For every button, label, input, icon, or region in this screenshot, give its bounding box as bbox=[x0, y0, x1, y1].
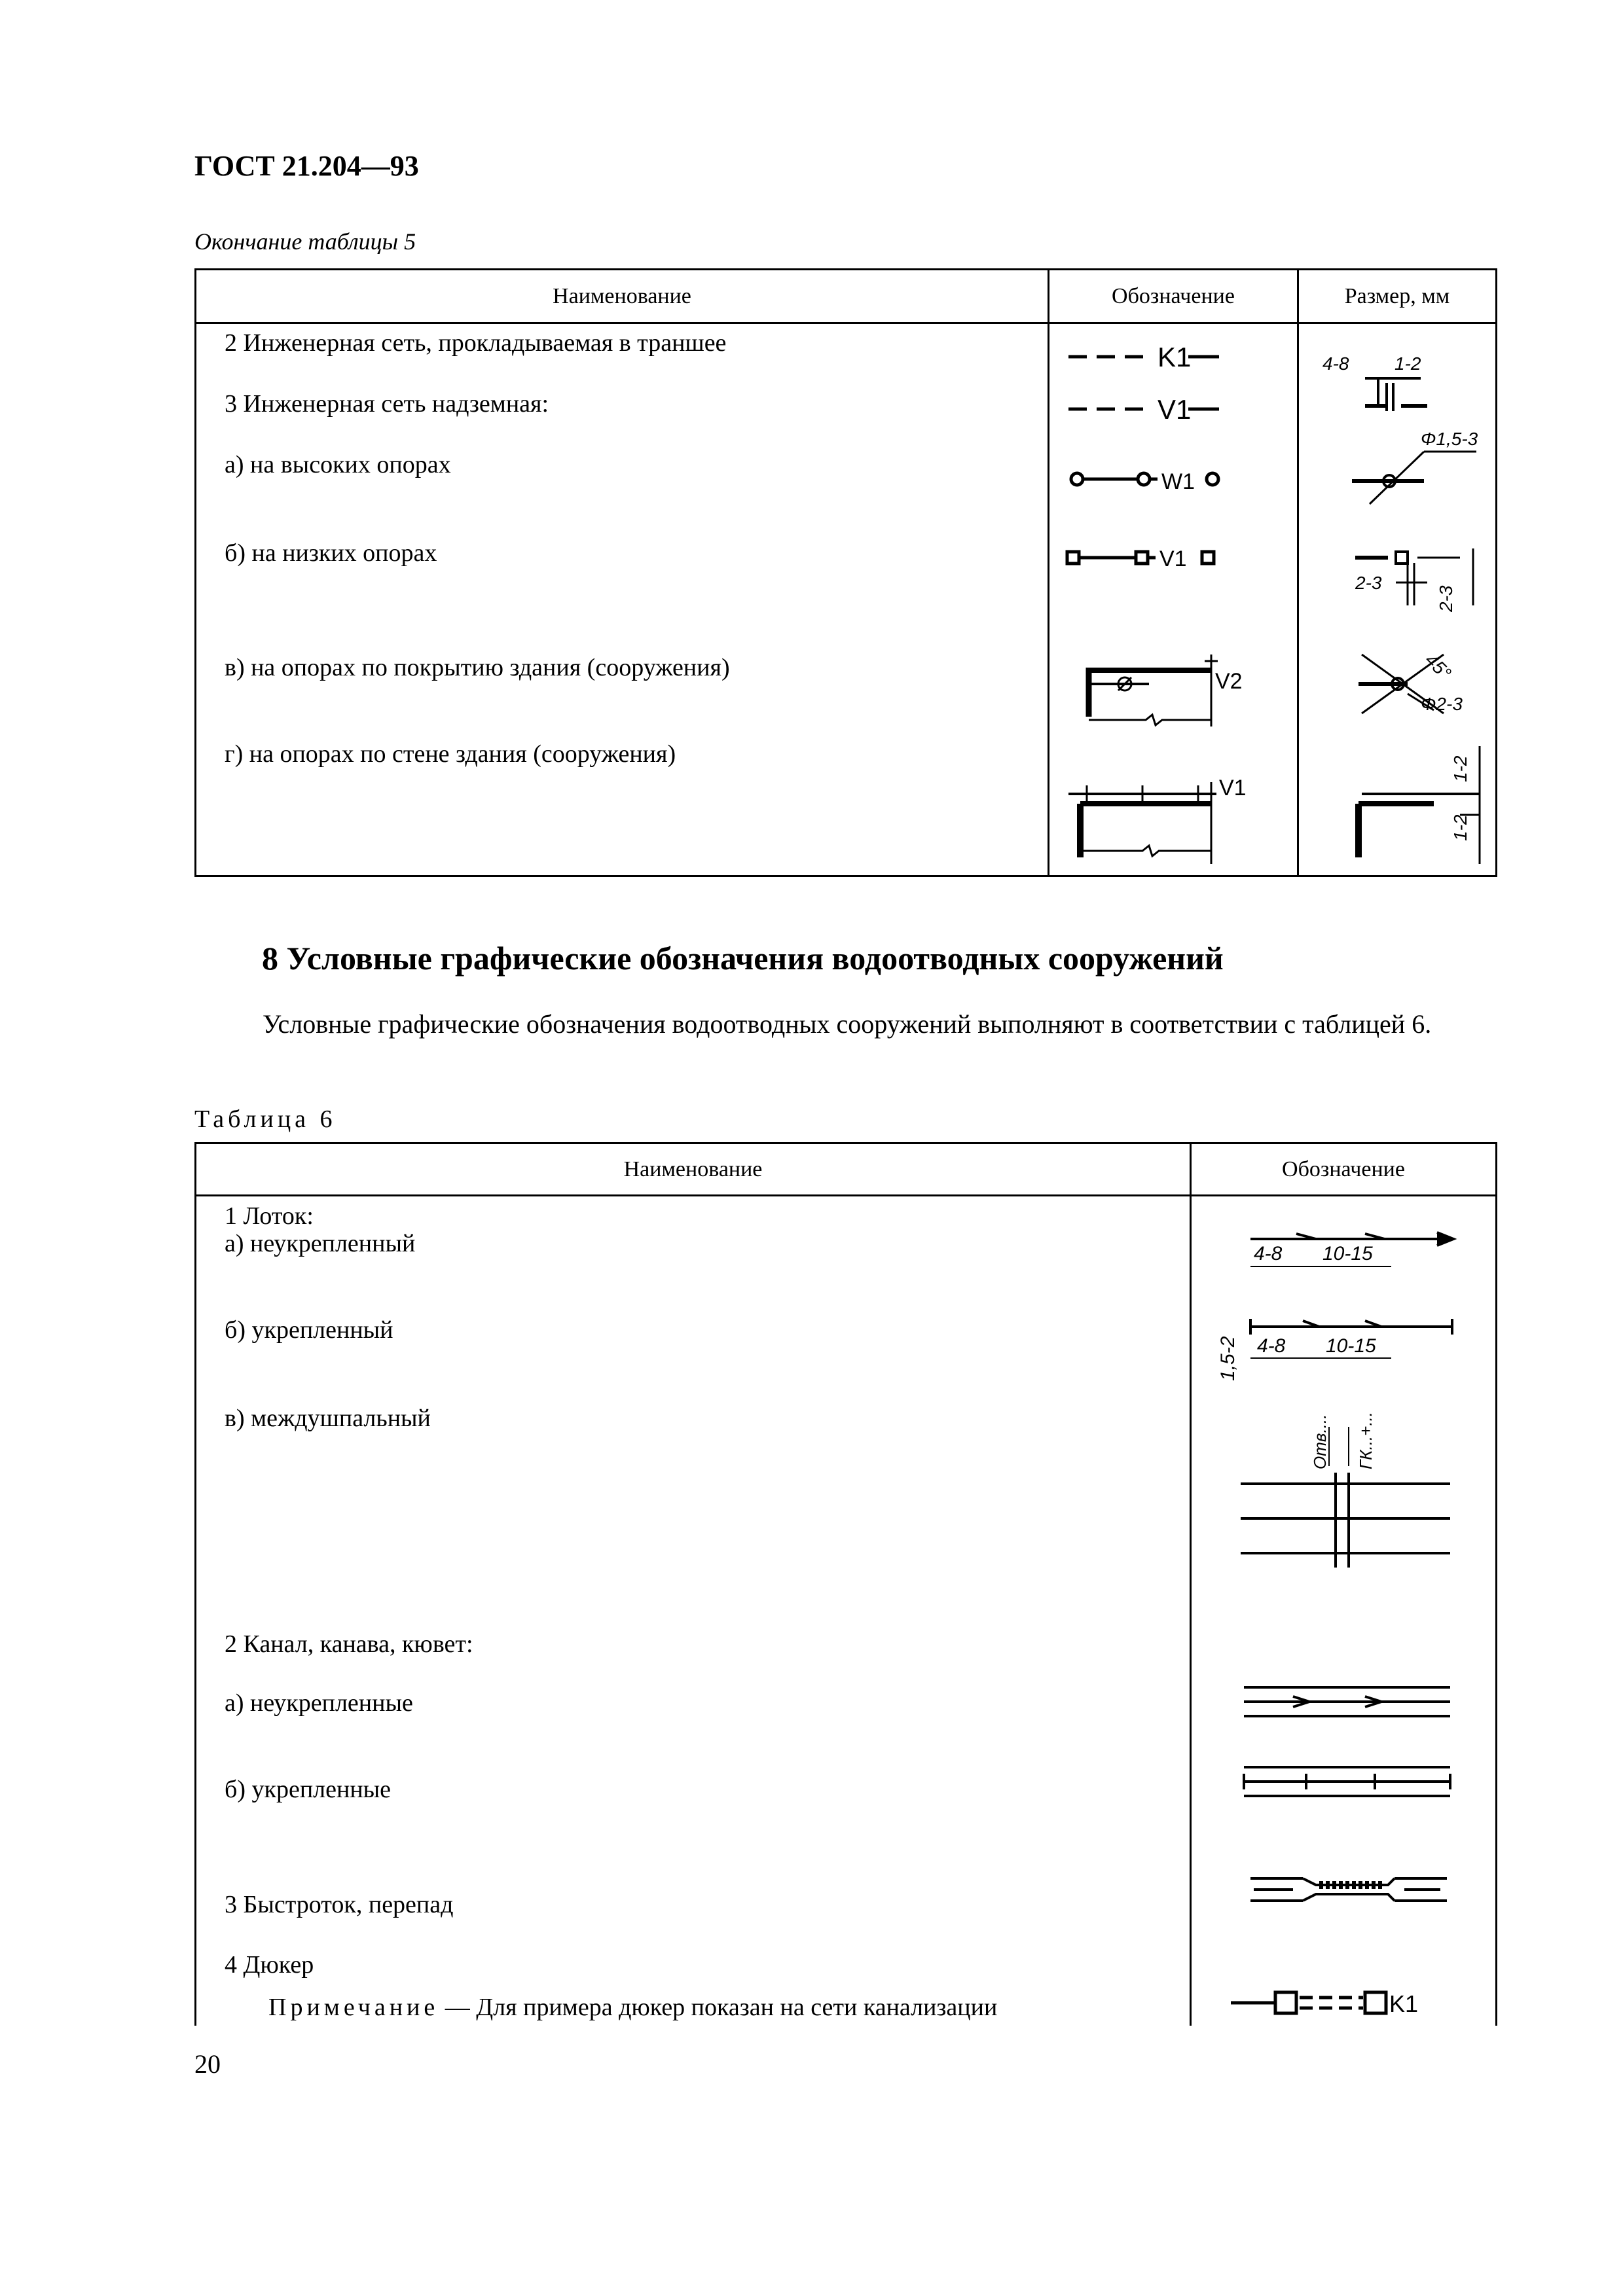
table5-row-wall-supports: г) на опорах по стене здания (сооружения) bbox=[225, 740, 676, 768]
culvert-symbol: K1 bbox=[1389, 1990, 1419, 2017]
size-wall-dim-1: 1-2 bbox=[1450, 755, 1470, 782]
size-trench-dim-1: 4-8 bbox=[1322, 353, 1349, 374]
table5-size-drawings bbox=[1300, 327, 1493, 870]
table6-row-tray-between-sleepers: в) междушпальный bbox=[225, 1405, 431, 1432]
table5-caption: Окончание таблицы 5 bbox=[194, 228, 416, 255]
size-trench-dim-2: 1-2 bbox=[1395, 353, 1421, 374]
table6-row-chute: 3 Быстроток, перепад bbox=[225, 1891, 454, 1918]
page-number: 20 bbox=[194, 2049, 221, 2079]
table6-symbols bbox=[1198, 1198, 1493, 2029]
table5-symbol-v1: V1 bbox=[1158, 394, 1192, 425]
table5-symbol-w1: W1 bbox=[1161, 469, 1195, 494]
table5-symbols bbox=[1048, 327, 1290, 870]
table6-row-tray: 1 Лоток: bbox=[225, 1202, 314, 1230]
size-roof-dia: Φ2-3 bbox=[1421, 694, 1463, 714]
table5-header-size: Размер, мм bbox=[1298, 270, 1497, 323]
tray-dim-1: 4-8 bbox=[1254, 1243, 1283, 1265]
table5-symbol-v1-low: V1 bbox=[1159, 547, 1187, 571]
size-low-supports-dim-1: 2-3 bbox=[1355, 573, 1382, 593]
tray-reinforced-dim-2: 4-8 bbox=[1257, 1335, 1286, 1357]
section-8-paragraph: Условные графические обозначения водоотводных сооружений выполняют в соответствии с таблицей 6. bbox=[263, 1009, 1432, 1039]
size-roof-angle: 45° bbox=[1421, 649, 1455, 684]
table6-note bbox=[268, 1993, 997, 2022]
table6-row-culvert: 4 Дюкер bbox=[225, 1951, 314, 1979]
size-wall-dim-2: 1-2 bbox=[1450, 814, 1470, 841]
table5-header-symbol: Обозначение bbox=[1049, 270, 1298, 323]
table5-row-overground: 3 Инженерная сеть надземная: bbox=[225, 390, 549, 418]
tray-reinforced-dim-1: 1,5-2 bbox=[1217, 1336, 1239, 1381]
table6-row-tray-reinforced: б) укрепленный bbox=[225, 1316, 393, 1344]
tray-reinforced-dim-3: 10-15 bbox=[1326, 1335, 1376, 1357]
sleeper-label-1: Отв.... bbox=[1310, 1414, 1330, 1469]
document-header: ГОСТ 21.204—93 bbox=[194, 150, 419, 182]
table6-row-channel-unreinforced: а) неукрепленные bbox=[225, 1689, 413, 1717]
size-low-supports-dim-2: 2-3 bbox=[1436, 585, 1456, 612]
table5-symbol-k1: K1 bbox=[1158, 342, 1192, 372]
size-high-supports-dia: Φ1,5-3 bbox=[1421, 429, 1478, 449]
table5-header-name: Наименование bbox=[196, 270, 1049, 323]
table6-note-text: — Для примера дюкер показан на сети канализации bbox=[439, 1994, 998, 2021]
section-8-title: 8 Условные графические обозначения водоотводных сооружений bbox=[262, 940, 1224, 977]
table5-row-high-supports: а) на высоких опорах bbox=[225, 451, 451, 478]
table6-note-label: Примечание bbox=[268, 1994, 439, 2021]
table5-row-roof-supports: в) на опорах по покрытию здания (сооружения) bbox=[225, 654, 730, 681]
table6-row-tray-unreinforced: а) неукрепленный bbox=[225, 1230, 416, 1257]
table5-symbol-v1-wall: V1 bbox=[1219, 776, 1247, 800]
table6-header-symbol: Обозначение bbox=[1191, 1143, 1497, 1196]
table6-header-name: Наименование bbox=[196, 1143, 1191, 1196]
table5-row-low-supports: б) на низких опорах bbox=[225, 539, 437, 567]
table5-symbol-v2: V2 bbox=[1215, 669, 1243, 694]
table5-row-trench: 2 Инженерная сеть, прокладываемая в траншее bbox=[225, 329, 727, 357]
table6-row-channel: 2 Канал, канава, кювет: bbox=[225, 1630, 473, 1658]
sleeper-label-2: ГК...+... bbox=[1356, 1412, 1376, 1469]
tray-dim-2: 10-15 bbox=[1322, 1243, 1373, 1265]
table6-label: Таблица 6 bbox=[194, 1105, 337, 1133]
table6-row-channel-reinforced: б) укрепленные bbox=[225, 1776, 392, 1803]
